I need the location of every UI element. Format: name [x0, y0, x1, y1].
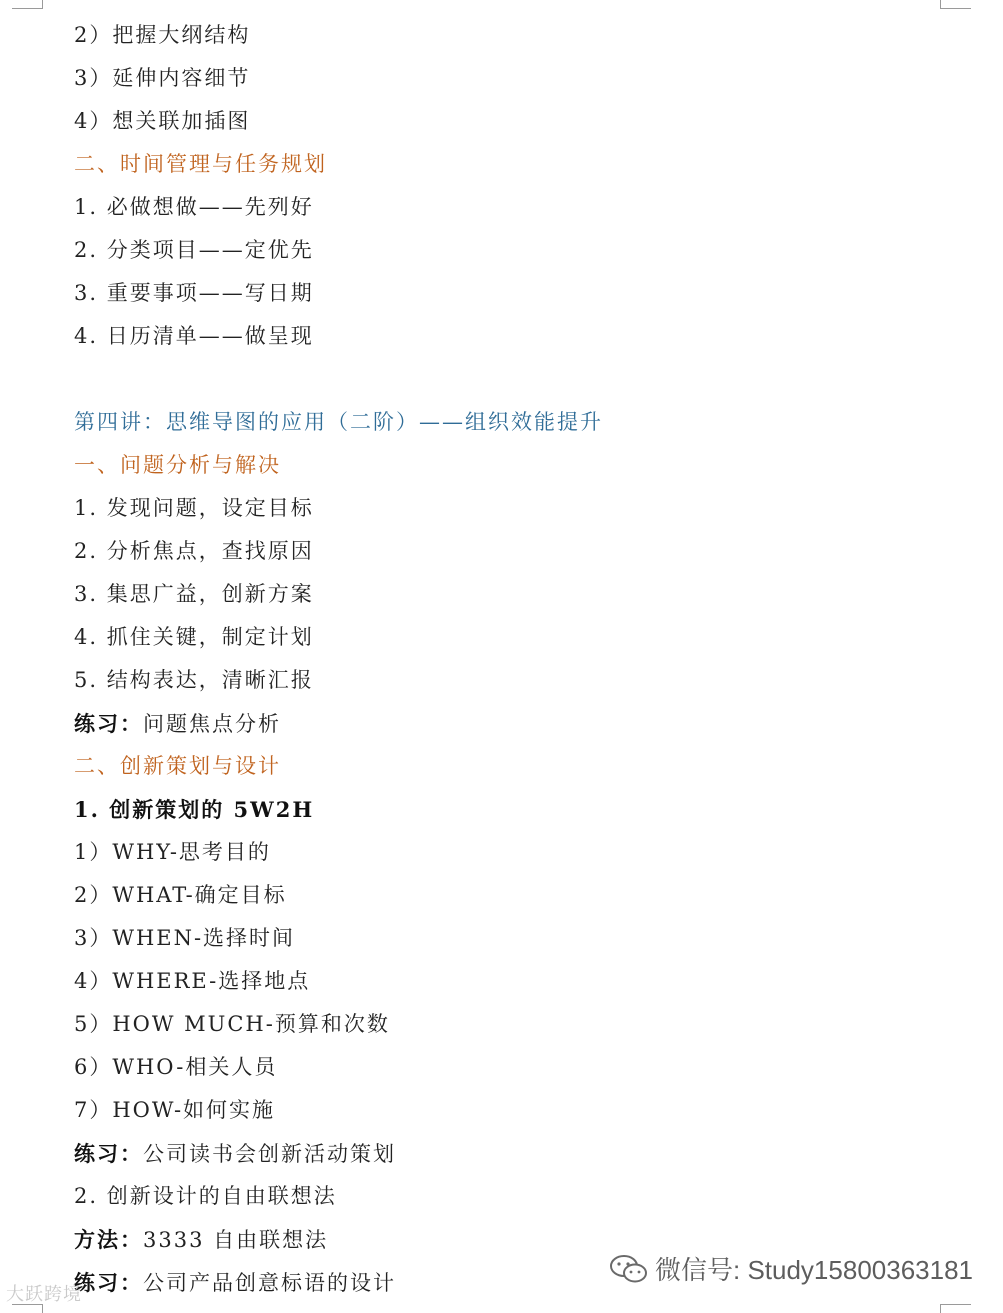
section-heading: 二、时间管理与任务规划	[74, 152, 327, 176]
watermark-right	[609, 1250, 973, 1287]
page-corner-mark	[12, 0, 43, 9]
list-item: 3. 集思广益，创新方案	[74, 582, 314, 606]
subsection-heading: 1. 创新策划的 5W2H	[74, 797, 315, 822]
section-heading: 一、问题分析与解决	[74, 453, 281, 477]
list-item: 2. 分类项目——定优先	[74, 238, 314, 262]
list-item: 2）把握大纲结构	[74, 23, 251, 47]
list-item: 2）WHAT-确定目标	[74, 883, 287, 907]
list-item: 7）HOW-如何实施	[74, 1098, 276, 1122]
wechat-id-label: 微信号: Study15800363181	[655, 1255, 973, 1285]
list-item: 5）HOW MUCH-预算和次数	[74, 1012, 390, 1036]
page-corner-mark	[940, 0, 971, 9]
list-item: 2. 分析焦点，查找原因	[74, 539, 314, 563]
list-item: 3）WHEN-选择时间	[74, 926, 296, 950]
list-item: 5. 结构表达，清晰汇报	[74, 668, 314, 692]
list-item: 4）想关联加插图	[74, 109, 251, 133]
list-item: 2. 创新设计的自由联想法	[74, 1184, 337, 1208]
list-item: 3）延伸内容细节	[74, 66, 251, 90]
line-text: 3333 自由联想法	[143, 1228, 329, 1252]
page-corner-mark	[940, 1304, 971, 1313]
list-item: 4. 日历清单——做呈现	[74, 324, 314, 348]
lecture-title: 第四讲：思维导图的应用（二阶）——组织效能提升	[74, 410, 603, 434]
watermark-left: 大跃跨境	[6, 1284, 82, 1305]
list-item: 4. 抓住关键，制定计划	[74, 625, 314, 649]
line-label: 练习：	[74, 1270, 143, 1295]
list-item: 3. 重要事项——写日期	[74, 281, 314, 305]
line-label: 练习：	[74, 711, 143, 736]
list-item: 4）WHERE-选择地点	[74, 969, 311, 993]
labeled-line	[74, 1132, 954, 1175]
document-body	[74, 14, 954, 1304]
line-text: 公司读书会创新活动策划	[143, 1142, 396, 1166]
section-heading: 二、创新策划与设计	[74, 754, 281, 778]
blank-line	[74, 358, 954, 401]
line-text: 问题焦点分析	[143, 712, 281, 736]
labeled-line	[74, 702, 954, 745]
list-item: 1）WHY-思考目的	[74, 840, 271, 864]
list-item: 6）WHO-相关人员	[74, 1055, 278, 1079]
line-label: 练习：	[74, 1141, 143, 1166]
list-item: 1. 必做想做——先列好	[74, 195, 314, 219]
line-text: 公司产品创意标语的设计	[143, 1271, 396, 1295]
list-item: 1. 发现问题，设定目标	[74, 496, 314, 520]
wechat-icon	[609, 1253, 649, 1285]
line-label: 方法：	[74, 1227, 143, 1252]
